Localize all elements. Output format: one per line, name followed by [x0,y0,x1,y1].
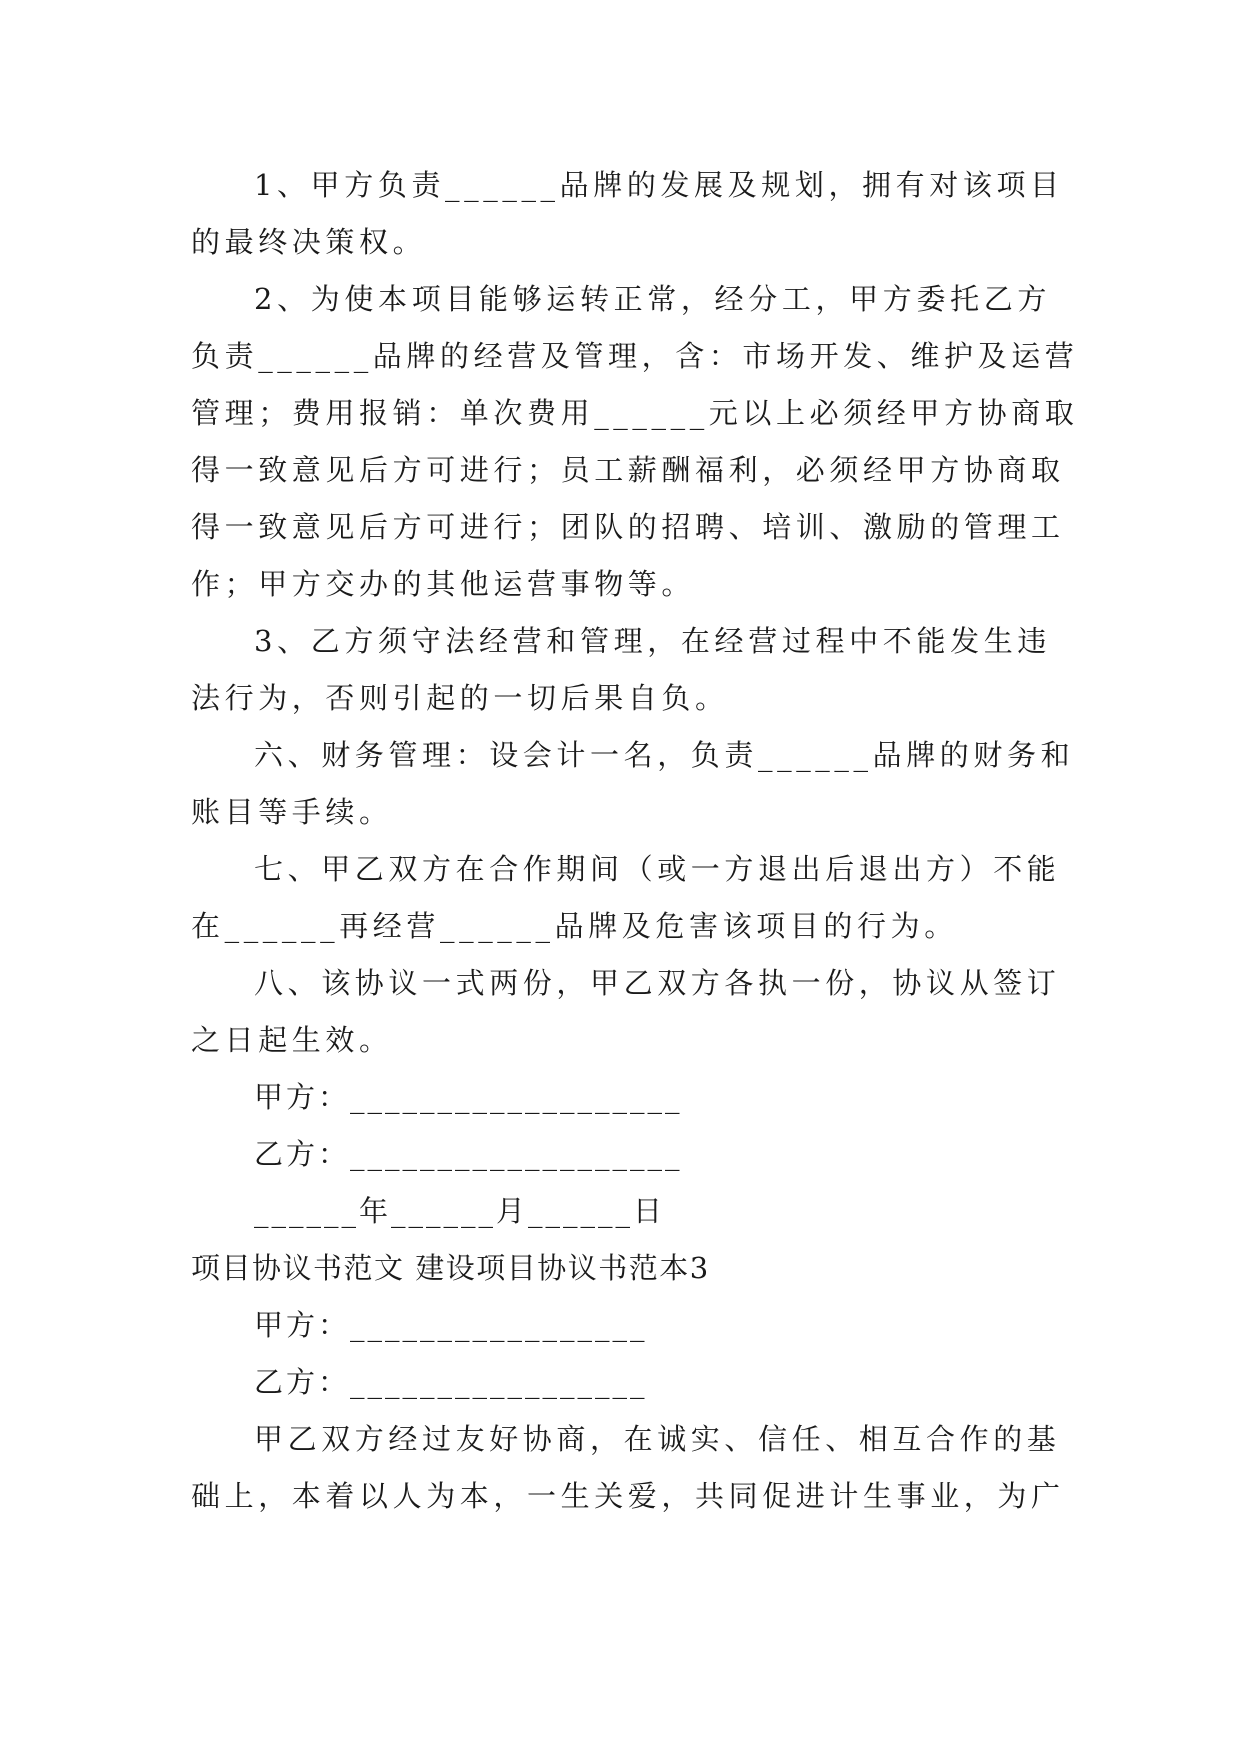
text-line: 账目等手续。 [191,795,393,829]
text-line: 法行为，否则引起的一切后果自负。 [191,681,729,715]
text-line: 的最终决策权。 [191,225,427,259]
text-line: 2、为使本项目能够运转正常，经分工，甲方委托乙方 [254,282,1051,316]
text-line: 七、甲乙双方在合作期间（或一方退出后退出方）不能 [254,852,1061,886]
text-line: 六、财务管理：设会计一名，负责______品牌的财务和 [254,738,1075,772]
text-line: 得一致意见后方可进行；团队的招聘、培训、激励的管理工 [191,510,1065,544]
text-line: 础上，本着以人为本，一生关爱，共同促进计生事业，为广 [191,1479,1065,1513]
party-a-signature-line: 甲方：_________________ [254,1308,648,1342]
text-line: 甲乙双方经过友好协商，在诚实、信任、相互合作的基 [254,1422,1061,1456]
text-line: 之日起生效。 [191,1023,393,1057]
text-line: 3、乙方须守法经营和管理，在经营过程中不能发生违 [254,624,1051,658]
section-heading: 项目协议书范文 建设项目协议书范本3 [191,1251,710,1285]
text-line: 作；甲方交办的其他运营事物等。 [191,567,696,601]
date-line: ______年______月______日 [254,1194,666,1228]
text-line: 得一致意见后方可进行；员工薪酬福利，必须经甲方协商取 [191,453,1065,487]
party-b-signature-line: 乙方：_________________ [254,1365,648,1399]
party-a-signature-line: 甲方：___________________ [254,1080,683,1114]
text-line: 1、甲方负责______品牌的发展及规划，拥有对该项目 [254,168,1064,202]
text-line: 在______再经营______品牌及危害该项目的行为。 [191,909,958,943]
text-line: 管理；费用报销：单次费用______元以上必须经甲方协商取 [191,396,1079,430]
text-line: 八、该协议一式两份，甲乙双方各执一份，协议从签订 [254,966,1061,1000]
text-line: 负责______品牌的经营及管理，含：市场开发、维护及运营 [191,339,1079,373]
party-b-signature-line: 乙方：___________________ [254,1137,683,1171]
